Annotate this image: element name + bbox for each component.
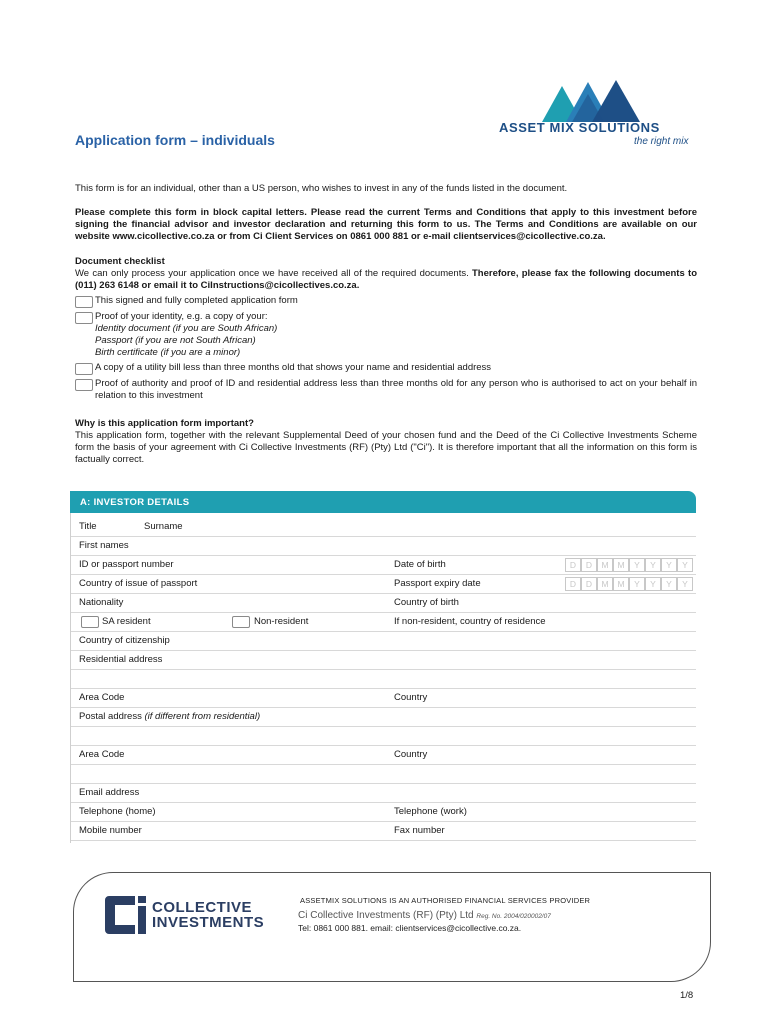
identity-option: Identity document (if you are South African): [95, 323, 278, 334]
checklist-checkbox[interactable]: [75, 296, 93, 308]
date-box[interactable]: Y: [629, 577, 645, 591]
checklist-checkbox[interactable]: [75, 379, 93, 391]
brand-tagline: the right mix: [634, 136, 689, 147]
area-code-field[interactable]: Area Code: [79, 692, 125, 703]
area-code-field[interactable]: Area Code: [79, 749, 125, 760]
date-box[interactable]: Y: [677, 577, 693, 591]
checklist-item-label: Proof of your identity, e.g. a copy of your:: [95, 311, 268, 322]
page-title: Application form – individuals: [75, 132, 275, 148]
email-field[interactable]: Email address: [79, 787, 140, 798]
intro-text: This form is for an individual, other than a US person, who wishes to invest in any of the funds listed in the document.: [75, 183, 568, 194]
mobile-field[interactable]: Mobile number: [79, 825, 142, 836]
brand-name: ASSET MIX SOLUTIONS: [499, 120, 660, 135]
dob-field[interactable]: Date of birth: [394, 559, 446, 570]
date-box[interactable]: Y: [677, 558, 693, 572]
date-box[interactable]: Y: [661, 558, 677, 572]
section-a-title: A: INVESTOR DETAILS: [80, 497, 190, 508]
form-row: [71, 517, 696, 537]
page-number: 1/8: [680, 990, 694, 1001]
identity-option: Birth certificate (if you are a minor): [95, 347, 241, 358]
date-box[interactable]: D: [565, 577, 581, 591]
date-box[interactable]: D: [581, 577, 597, 591]
provider-statement: ASSETMIX SOLUTIONS IS AN AUTHORISED FINANCIAL SERVICES PROVIDER: [300, 896, 591, 905]
form-row: [71, 726, 696, 746]
instructions-text: Please complete this form in block capital letters. Please read the current Terms and Conditions that apply to this investment before signing the financial advisor and investor declaration and returning this form to us. The Terms and Conditions are available on our website www.cicollective.co.za or from Ci Client Services on 0861 000 881 or e-mail clientservices@cicollective.co.za.: [75, 207, 697, 242]
tel-work-field[interactable]: Telephone (work): [394, 806, 467, 817]
form-row: [71, 650, 696, 670]
residential-address-field[interactable]: Residential address: [79, 654, 163, 665]
date-box[interactable]: Y: [645, 577, 661, 591]
first-names-field[interactable]: First names: [79, 540, 129, 551]
form-row: [71, 536, 696, 556]
date-box[interactable]: Y: [645, 558, 661, 572]
country-field[interactable]: Country: [394, 692, 428, 703]
asset-mix-logo-mark: [542, 80, 642, 122]
date-box[interactable]: Y: [661, 577, 677, 591]
country-birth-field[interactable]: Country of birth: [394, 597, 459, 608]
company-name: Ci Collective Investments (RF) (Pty) Ltd Reg. No. 2004/020002/07: [298, 910, 551, 921]
form-row: [71, 574, 696, 594]
tel-home-field[interactable]: Telephone (home): [79, 806, 156, 817]
form-row: [71, 783, 696, 803]
form-row: [71, 593, 696, 613]
date-box[interactable]: M: [613, 577, 629, 591]
title-field[interactable]: Title: [79, 521, 97, 532]
form-row: [71, 764, 696, 784]
checklist-heading: Document checklist: [75, 256, 165, 267]
checklist-checkbox[interactable]: [75, 363, 93, 375]
date-box[interactable]: D: [581, 558, 597, 572]
passport-expiry-field[interactable]: Passport expiry date: [394, 578, 481, 589]
non-res-country-field[interactable]: If non-resident, country of residence: [394, 616, 546, 627]
form-row: [71, 669, 696, 689]
why-heading: Why is this application form important?: [75, 418, 254, 429]
non-resident-checkbox[interactable]: [232, 616, 250, 628]
checklist-item-label: Proof of authority and proof of ID and residential address less than three months old for any person who is authorised to act on your behalf in relation to this investment: [95, 378, 697, 401]
country-issue-field[interactable]: Country of issue of passport: [79, 578, 198, 589]
identity-option: Passport (if you are not South African): [95, 335, 256, 346]
date-box[interactable]: Y: [629, 558, 645, 572]
form-row: [71, 802, 696, 822]
date-box[interactable]: M: [613, 558, 629, 572]
sa-resident-label: SA resident: [102, 616, 151, 627]
checklist-lead: We can only process your application once we have received all of the required documents. Therefore, please fax the following documents to (011) 263 6148 or email it to CiInstructions@cicollectives.co.za.: [75, 268, 697, 291]
checklist-item-label: A copy of a utility bill less than three months old that shows your name and residential address: [95, 362, 492, 373]
surname-field[interactable]: Surname: [144, 521, 183, 532]
nationality-field[interactable]: Nationality: [79, 597, 124, 608]
sa-resident-checkbox[interactable]: [81, 616, 99, 628]
checklist-item-label: This signed and fully completed application form: [95, 295, 298, 306]
form-row: [71, 821, 696, 841]
form-row: [71, 612, 696, 632]
form-row: [71, 688, 696, 708]
checklist-checkbox[interactable]: [75, 312, 93, 324]
date-box[interactable]: M: [597, 577, 613, 591]
citizenship-field[interactable]: Country of citizenship: [79, 635, 170, 646]
date-box[interactable]: M: [597, 558, 613, 572]
contact-details: Tel: 0861 000 881. email: clientservices@cicollective.co.za.: [298, 923, 522, 933]
country-field[interactable]: Country: [394, 749, 428, 760]
fax-field[interactable]: Fax number: [394, 825, 445, 836]
id-passport-field[interactable]: ID or passport number: [79, 559, 174, 570]
why-body: This application form, together with the relevant Supplemental Deed of your chosen fund and the Deed of the Ci Collective Investments Scheme form the basis of your agreement with Ci Collective Investments (RF) (Pty) Ltd ("Ci"). It is therefore important that all the information on this form is factually correct.: [75, 430, 697, 465]
date-box[interactable]: D: [565, 558, 581, 572]
form-row: [71, 745, 696, 765]
form-row: [71, 631, 696, 651]
ci-collective-wordmark: COLLECTIVE INVESTMENTS: [152, 899, 265, 931]
form-row: [71, 707, 696, 727]
postal-address-field[interactable]: Postal address (if different from residential): [79, 711, 261, 722]
form-row: [71, 555, 696, 575]
non-resident-label: Non-resident: [254, 616, 309, 627]
